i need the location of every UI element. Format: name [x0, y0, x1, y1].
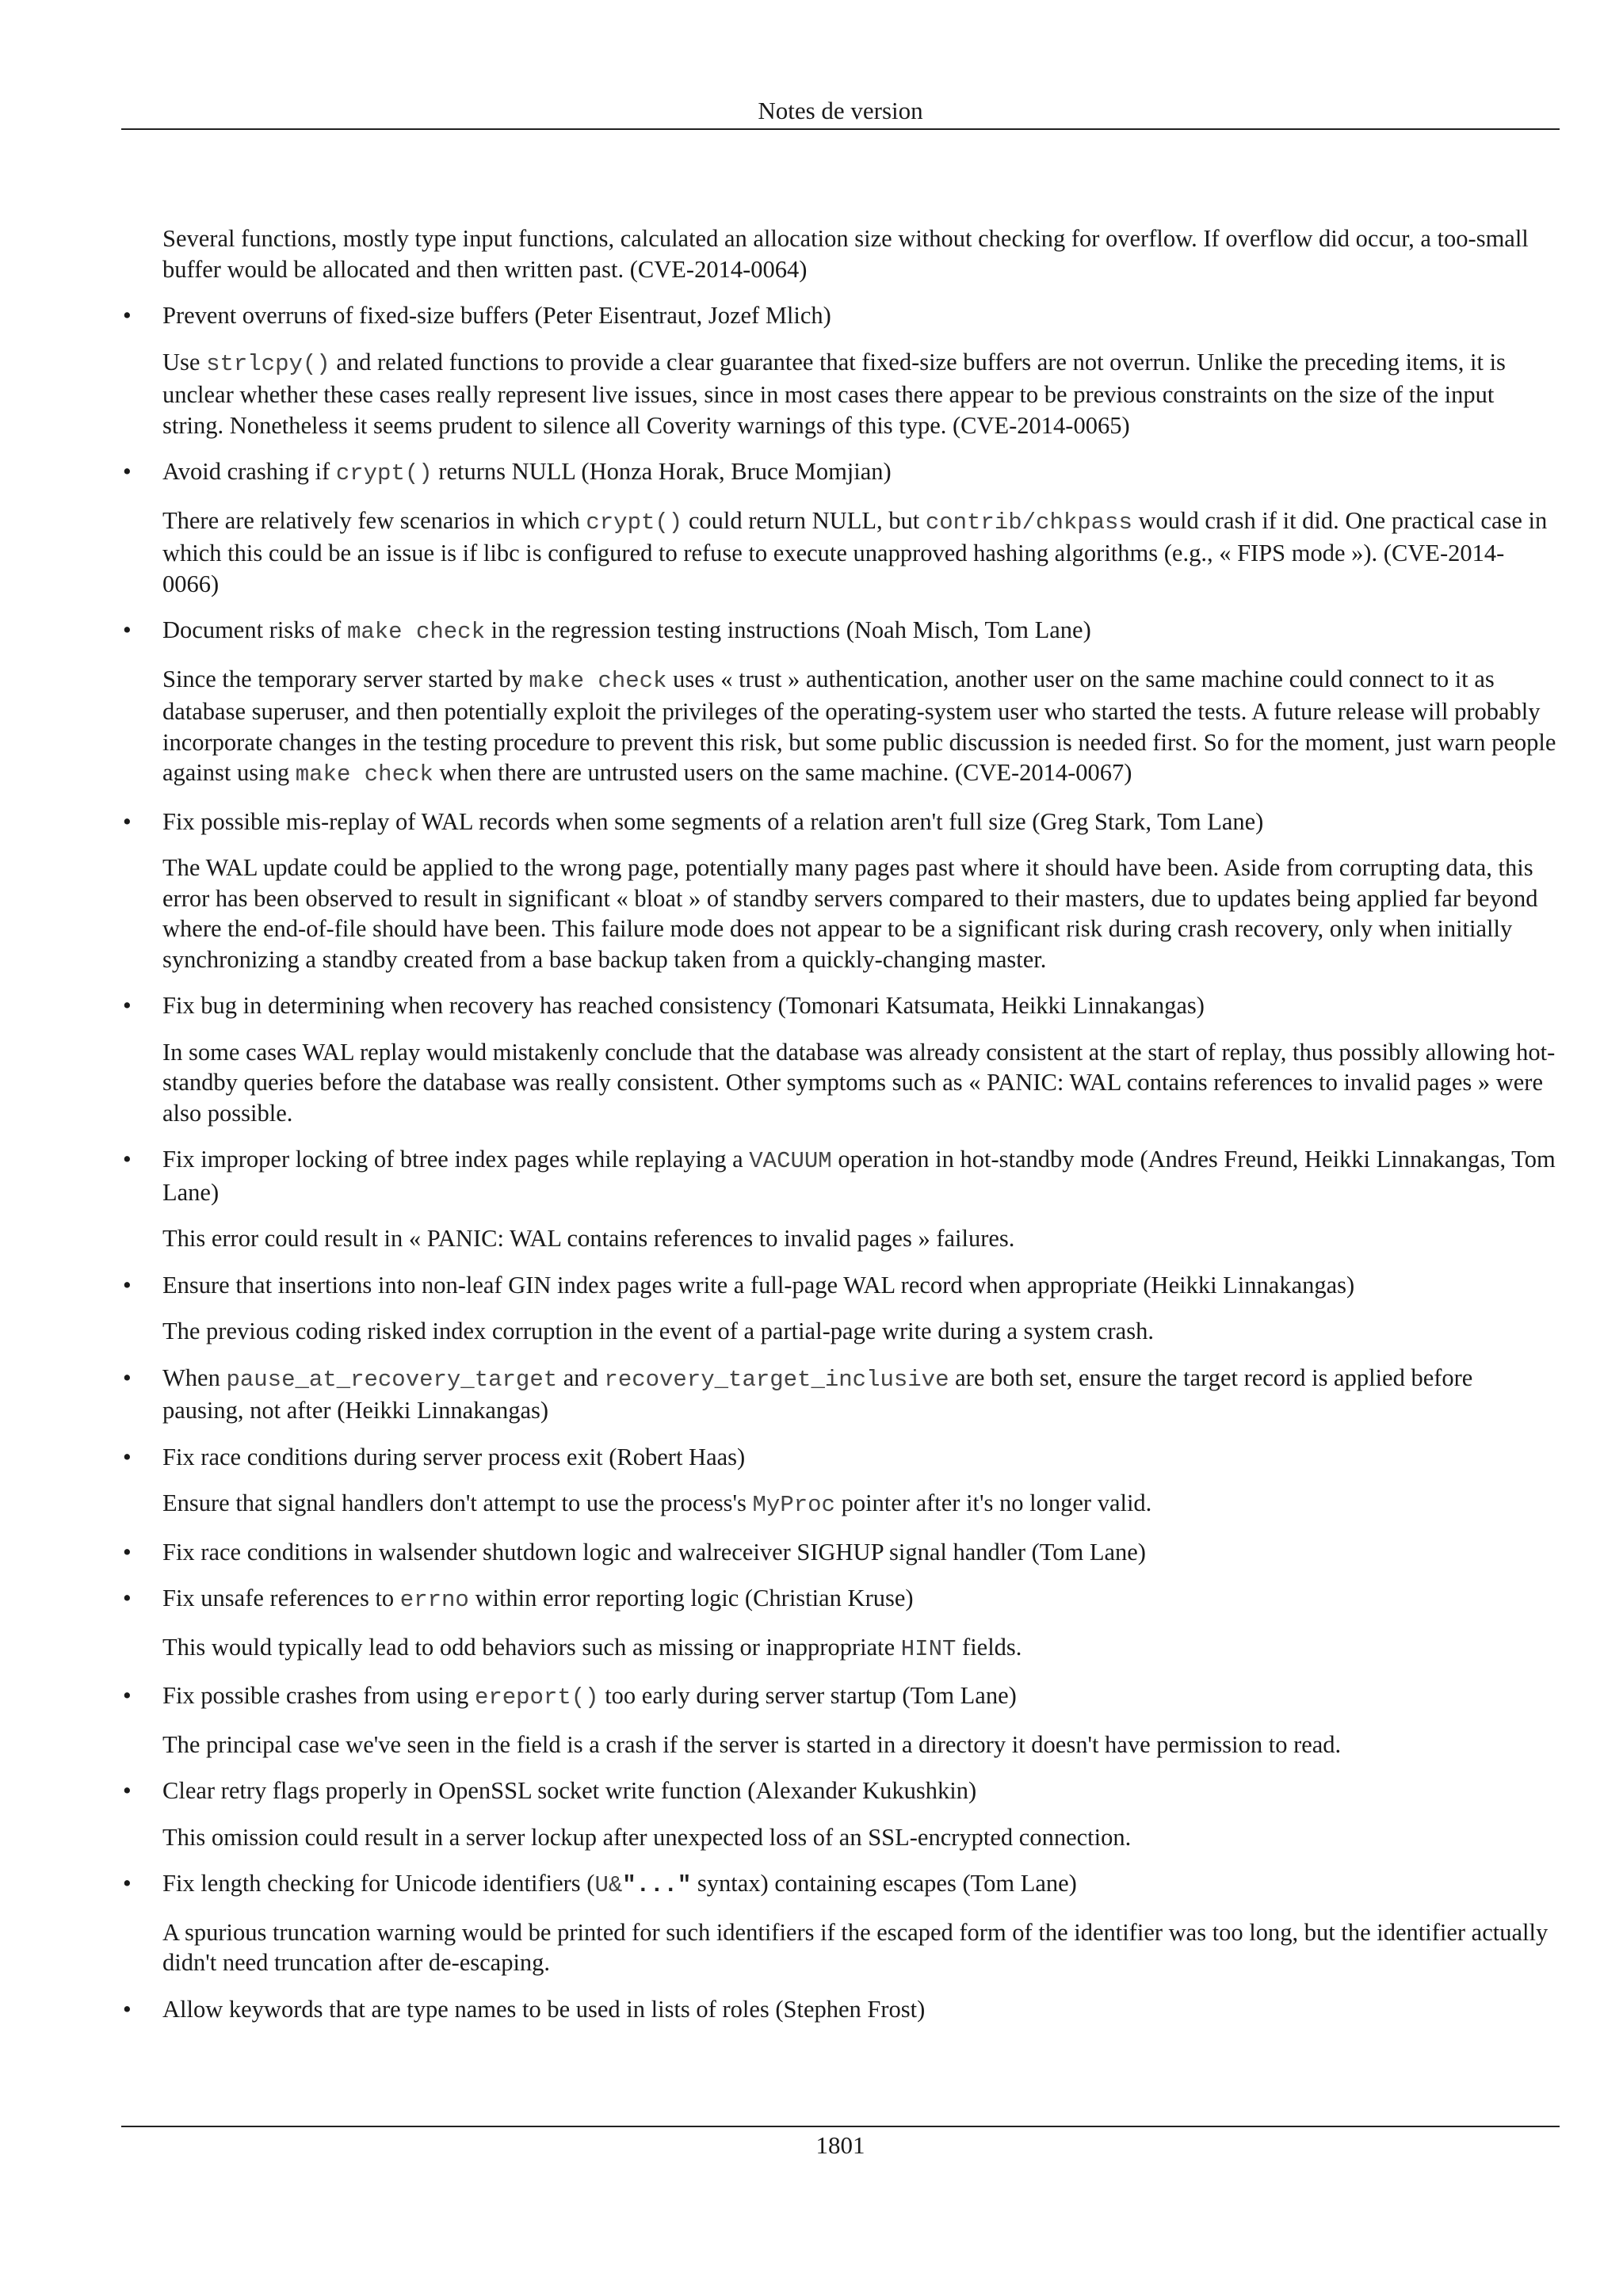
inline-code: VACUUM [749, 1148, 832, 1174]
text-run: would crash if it did. One practical case in which this could be an issue is if libc is configured to refuse to execute unapproved hashing algorithms (e.g., « FIPS mode »). (CVE-2014-0066) [162, 506, 1548, 597]
release-note-item [121, 1363, 1560, 1426]
bullet-marker: • [123, 1271, 132, 1299]
text-run: when there are untrusted users on the same machine. (CVE-2014-0067) [433, 759, 1132, 786]
bullet-marker: • [123, 1870, 132, 1897]
inline-code: HINT [900, 1635, 957, 1662]
release-note-item [121, 456, 1560, 490]
release-note-item [121, 1583, 1560, 1616]
item-title: Fix possible mis-replay of WAL records when some segments of a relation aren't full size (Greg Stark, Tom Lane) [162, 807, 1264, 835]
release-note-item [121, 1537, 1560, 1568]
item-description [162, 347, 1560, 441]
text-run: Document risks of [162, 616, 347, 643]
intro-paragraph: Several functions, mostly type input functions, calculated an allocation size without checking for overflow. If overflow did occur, a too-small buffer would be allocated and then written past. (CVE-2014-0064) [162, 225, 1529, 283]
inline-code: U& [594, 1872, 623, 1898]
item-title: Fix race conditions in walsender shutdown logic and walreceiver SIGHUP signal handler (Tom Lane) [162, 1538, 1146, 1566]
bullet-marker: • [123, 1995, 132, 2023]
item-description: This error could result in « PANIC: WAL contains references to invalid pages » failures. [162, 1225, 1015, 1252]
inline-code: make check [346, 619, 485, 645]
release-note-item [121, 807, 1560, 837]
text-run: This would typically lead to odd behaviors such as missing or inappropriate [162, 1633, 901, 1661]
release-note-item [121, 1680, 1560, 1714]
bullet-marker: • [123, 302, 132, 329]
text-run: syntax) containing escapes (Tom Lane) [691, 1870, 1077, 1897]
text-run: When [162, 1363, 227, 1391]
release-notes-content [121, 223, 1560, 2040]
item-title [162, 615, 1560, 648]
item-title [162, 1583, 1560, 1616]
text-run: and [557, 1363, 605, 1391]
text-run: Ensure that signal handlers don't attempt to use the process's [162, 1489, 753, 1516]
item-title [162, 1363, 1560, 1426]
release-note-item [121, 990, 1560, 1021]
page-number: 1801 [815, 2131, 865, 2159]
inline-code: errno [399, 1587, 469, 1613]
item-description [162, 1488, 1560, 1521]
inline-code-bold: "..." [622, 1872, 692, 1898]
text-run: could return NULL, but [682, 506, 926, 534]
text-run: pointer after it's no longer valid. [834, 1489, 1152, 1516]
bullet-marker: • [123, 1538, 132, 1566]
item-description: The principal case we've seen in the field is a crash if the server is started in a directory it doesn't have permission to read. [162, 1730, 1342, 1758]
item-description [162, 505, 1560, 600]
inline-code: make check [529, 667, 667, 694]
bullet-marker: • [123, 1585, 132, 1611]
text-run: Since the temporary server started by [162, 665, 529, 692]
item-description: The WAL update could be applied to the wrong page, potentially many pages past where it should have been. Aside from corrupting data, this error has been observed to result in significant « bloat » of standby servers compared to their masters, due to updates being applied far beyond where the end-of-file should have been. This failure mode does not appear to be a significant risk during crash recovery, only when initially synchronizing a standby created from a base backup taken from a quickly-changing master. [162, 854, 1538, 973]
inline-code: recovery_target_inclusive [604, 1366, 949, 1393]
item-description: A spurious truncation warning would be printed for such identifiers if the escaped form of the identifier was too long, but the identifier actually didn't need truncation after de-escaping. [162, 1918, 1549, 1976]
text-run: in the regression testing instructions (Noah Misch, Tom Lane) [484, 616, 1091, 643]
text-run: and related functions to provide a clear guarantee that fixed-size buffers are not overrun. Unlike the preceding items, it is unclear whether these cases really represent live issues, since in most cases there appear to be previous constraints on the size of the input string. Nonetheless it seems prudent to silence all Coverity warnings of this type. (CVE-2014-0065) [162, 348, 1506, 439]
inline-code: contrib/chkpass [925, 509, 1132, 536]
bullet-marker: • [123, 458, 132, 485]
release-note-item [121, 1442, 1560, 1473]
release-note-item [121, 1994, 1560, 2025]
text-run: returns NULL (Honza Horak, Bruce Momjian) [432, 458, 892, 485]
inline-code: make check [295, 761, 433, 788]
bullet-marker: • [123, 1146, 132, 1173]
bullet-marker: • [123, 1443, 132, 1470]
text-run: Fix length checking for Unicode identifiers ( [162, 1870, 595, 1897]
text-run: operation in hot-standby mode (Andres Freund, Heikki Linnakangas, Tom Lane) [162, 1146, 1556, 1206]
text-run: too early during server startup (Tom Lane) [598, 1682, 1017, 1709]
release-note-item [121, 1144, 1560, 1207]
text-run: fields. [956, 1633, 1022, 1661]
item-description [162, 664, 1560, 791]
text-run: are both set, ensure the target record is applied before pausing, not after (Heikki Linnakangas) [162, 1363, 1473, 1424]
release-note-item [121, 615, 1560, 648]
bullet-marker: • [123, 1777, 132, 1804]
bullet-marker: • [123, 1682, 132, 1709]
item-title: Allow keywords that are type names to be used in lists of roles (Stephen Frost) [162, 1995, 926, 2023]
text-run: Fix possible crashes from using [162, 1682, 475, 1709]
item-description: This omission could result in a server lockup after unexpected loss of an SSL-encrypted connection. [162, 1823, 1132, 1851]
item-title: Clear retry flags properly in OpenSSL socket write function (Alexander Kukushkin) [162, 1777, 977, 1804]
inline-code: crypt() [586, 509, 683, 536]
text-run: within error reporting logic (Christian Kruse) [468, 1585, 914, 1611]
item-title: Fix race conditions during server process exit (Robert Haas) [162, 1443, 746, 1470]
bullet-marker: • [123, 616, 132, 643]
text-run: uses « trust » authentication, another user on the same machine could connect to it as database superuser, and then potentially exploit the privileges of the operating-system user who started the tests. A future release will probably incorporate changes in the testing procedure to prevent this risk, but some public discussion is needed first. So for the moment, just warn people against using [162, 665, 1556, 786]
text-run: Fix improper locking of btree index pages while replaying a [162, 1146, 750, 1173]
item-title: Fix bug in determining when recovery has reached consistency (Tomonari Katsumata, Heikki Linnakangas) [162, 992, 1205, 1019]
item-description: The previous coding risked index corruption in the event of a partial-page write during a system crash. [162, 1318, 1154, 1344]
item-title [162, 1868, 1560, 1901]
bullet-marker: • [123, 807, 132, 835]
item-description: In some cases WAL replay would mistakenly conclude that the database was already consistent at the start of replay, thus possibly allowing hot-standby queries before the database was really consistent. Other symptoms such as « PANIC: WAL contains references to invalid pages » were also possible. [162, 1038, 1556, 1127]
item-title: Prevent overruns of fixed-size buffers (Peter Eisentraut, Jozef Mlich) [162, 302, 831, 329]
item-description [162, 1632, 1560, 1665]
inline-code: pause_at_recovery_target [226, 1366, 558, 1393]
text-run: Avoid crashing if [162, 458, 336, 485]
text-run: There are relatively few scenarios in which [162, 506, 586, 534]
release-note-item [121, 1270, 1560, 1301]
release-note-item [121, 1775, 1560, 1806]
footer-divider [121, 2126, 1560, 2127]
page-header: Notes de version [758, 97, 923, 124]
text-run: Use [162, 348, 207, 376]
bullet-marker: • [123, 992, 132, 1019]
release-note-item [121, 300, 1560, 331]
text-run: Fix unsafe references to [162, 1585, 400, 1611]
inline-code: ereport() [474, 1684, 599, 1711]
release-note-item [121, 1868, 1560, 1901]
item-title [162, 456, 1560, 490]
header-divider [121, 128, 1560, 130]
inline-code: crypt() [335, 460, 433, 486]
inline-code: MyProc [752, 1492, 835, 1518]
item-title [162, 1144, 1560, 1207]
inline-code: strlcpy() [206, 350, 330, 377]
bullet-marker: • [123, 1363, 132, 1391]
item-title: Ensure that insertions into non-leaf GIN index pages write a full-page WAL record when appropriate (Heikki Linnakangas) [162, 1271, 1355, 1299]
item-title [162, 1680, 1560, 1714]
